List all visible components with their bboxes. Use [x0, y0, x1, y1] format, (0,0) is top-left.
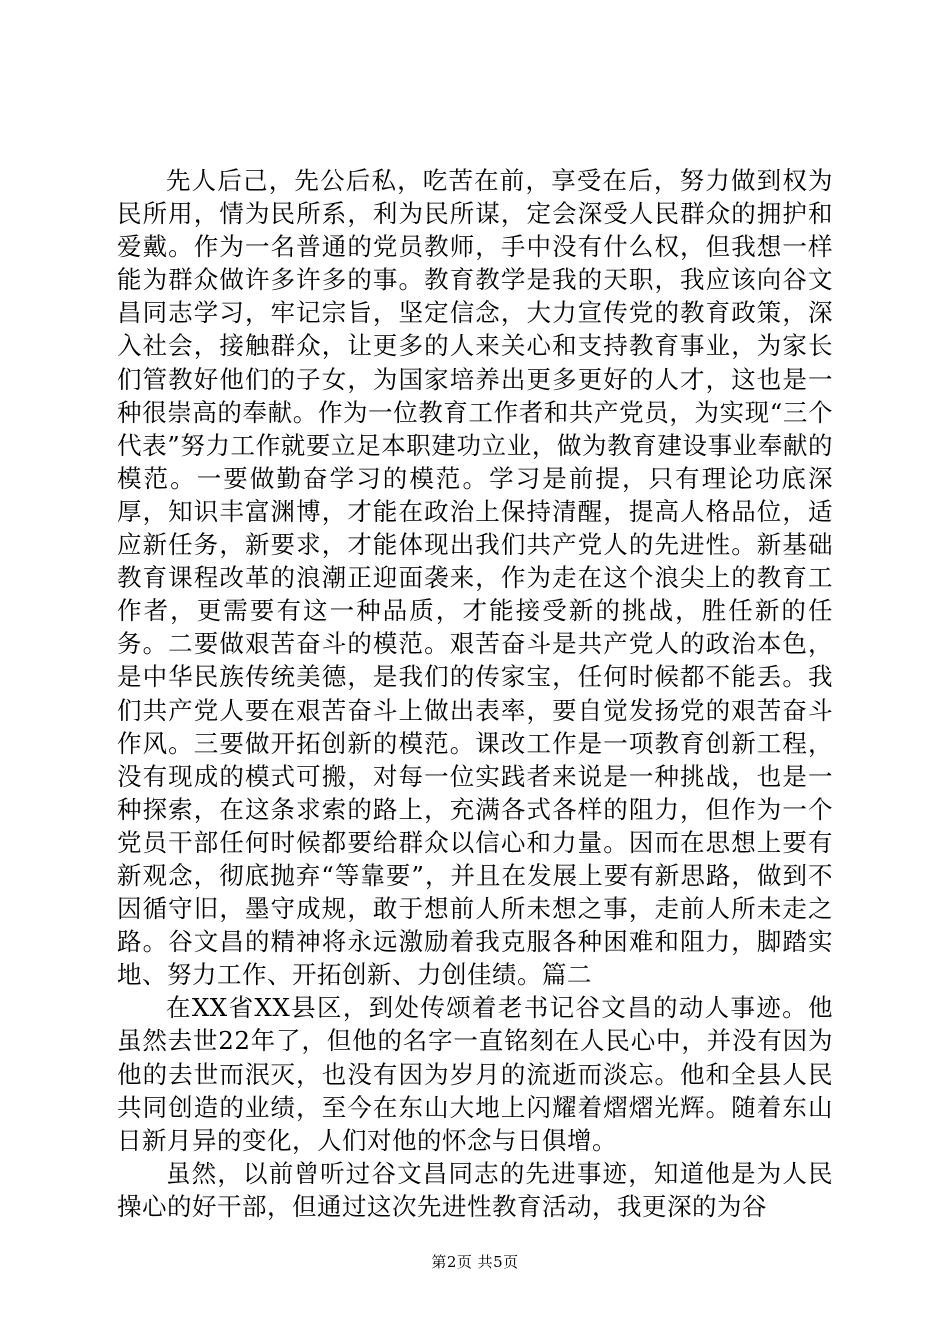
- document-body: [117, 164, 833, 1223]
- paragraph-2: 在XX省XX县区，到处传颂着老书记谷文昌的动人事迹。他虽然去世22年了，但他的名字一直铭刻在人民心中，并没有因为他的去世而泯灭，也没有因为岁月的流逝而淡忘。他和全县人民共同创造的业绩，至今在东山大地上闪耀着熠熠光辉。随着东山日新月异的变化，人们对他的怀念与日俱增。: [117, 993, 833, 1155]
- page-footer: 第2页 共5页: [431, 1253, 519, 1271]
- paragraph-3: 虽然，以前曾听过谷文昌同志的先进事迹，知道他是为人民操心的好干部，但通过这次先进性教育活动，我更深的为谷: [117, 1158, 833, 1221]
- paragraph-1: 先人后己，先公后私，吃苦在前，享受在后，努力做到权为民所用，情为民所系，利为民所谋，定会深受人民群众的拥护和爱戴。作为一名普通的党员教师，手中没有什么权，但我想一样能为群众做许多许多的事。教育教学是我的天职，我应该向谷文昌同志学习，牢记宗旨，坚定信念，大力宣传党的教育政策，深入社会，接触群众，让更多的人来关心和支持教育事业，为家长们管教好他们的子女，为国家培养出更多更好的人才，这也是一种很崇高的奉献。作为一位教育工作者和共产党员，为实现“三个代表”努力工作就要立足本职建功立业，做为教育建设事业奉献的模范。一要做勤奋学习的模范。学习是前提，只有理论功底深厚，知识丰富渊博，才能在政治上保持清醒，提高人格品位，适应新任务，新要求，才能体现出我们共产党人的先进性。新基础教育课程改革的浪潮正迎面袭来，作为走在这个浪尖上的教育工作者，更需要有这一种品质，才能接受新的挑战，胜任新的任务。二要做艰苦奋斗的模范。艰苦奋斗是共产党人的政治本色，是中华民族传统美德，是我们的传家宝，任何时候都不能丢。我们共产党人要在艰苦奋斗上做出表率，要自觉发扬党的艰苦奋斗作风。三要做开拓创新的模范。课改工作是一项教育创新工程，没有现成的模式可搬，对每一位实践者来说是一种挑战，也是一种探索，在这条求索的路上，充满各式各样的阻力，但作为一个党员干部任何时候都要给群众以信心和力量。因而在思想上要有新观念，彻底抛弃“等靠要”，并且在发展上要有新思路，做到不因循守旧，墨守成规，敢于想前人所未想之事，走前人所未走之路。谷文昌的精神将永远激励着我克服各种困难和阻力，脚踏实地、努力工作、开拓创新、力创佳绩。篇二: [117, 166, 833, 990]
